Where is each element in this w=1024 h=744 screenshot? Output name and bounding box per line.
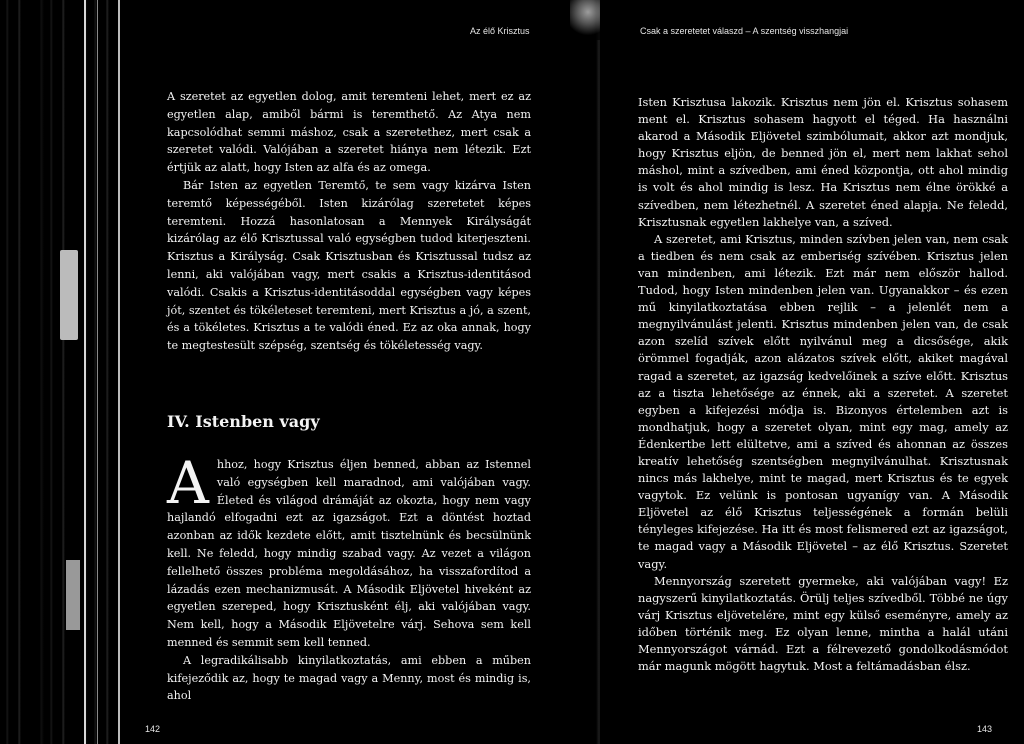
paragraph: Bár Isten az egyetlen Teremtő, te sem vagy kizárva Isten teremtő képességéből. Isten kizárólag szeretetet képes teremteni. Hozzá hasonlatosan a Mennyek Királyságát kizárólag az élő Krisztussal való egységben tudod kiterjeszteni. Krisztus a Királyság. Csak Krisztusban és Krisztussal tudsz az lenni, aki valójában vagy, mert csakis a Krisztus-identitásod valódi. Csakis a Krisztus-identitásoddal egységben vagy képes jót, szentet és tökéleteset teremteni, mert Krisztus a jó, a szent, és a tökéletes. Krisztus a te valódi éned. Ez az oka annak, hogy te megtestesült szépség, szentség és tökéletesség vagy. — [167, 178, 531, 353]
scan-edge-line — [84, 0, 86, 744]
scan-edge-line — [97, 0, 98, 744]
scan-edge-line — [118, 0, 120, 744]
paragraph: A szeretet, ami Krisztus, minden szívben jelen van, nem csak a tiedben és nem csak az emberiség szívében. Krisztus jelen van mindenben, ami létezik. Ezt már nem először hallod. Tudod, hogy Isten mindenben jelen van. Ugyanakkor – és ezen mű kinyilatkoztatása ebben rejlik – a jelenlét nem a megnyilvánulást jelenti. Krisztus mindenben jelen van, de csak azon szelíd szívek előtt nyilvánul meg a dicsősége, akik örömmel fogadják, azon alázatos szívek előtt, akiket magával ragad a szeretet, az igazság kedvelőinek a szíve előtt. Krisztus az a tiszta lehetősége az énnek, aki a szeretet. A szeretet egyben a kifejezési módja is. Bizonyos értelemben azt is mondhatjuk, hogy a szeretet olyan, mint egy mag, amely az Édenkertbe lett elültetve, ami a szíved és ahonnan az összes kreatív lehetőség szentségben megnyilvánulhat. Krisztusnak nincs más lakhelye, mint te magad, mert Krisztus és te egyek vagytok. Ez velünk is pontosan ugyanígy van. A Második Eljövetel az élő Krisztus teljességének a formán belüli tényleges kifejezése. Ha itt és most felismered ezt az igazságot, te magad vagy a Második Eljövetel – az élő Krisztus. Szeretet vagy. — [638, 231, 1008, 571]
right-page — [600, 0, 1024, 744]
body-text — [167, 88, 531, 355]
chapter-heading: IV. Istenben vagy — [167, 412, 320, 431]
paragraph: Mennyország szeretett gyermeke, aki valójában vagy! Ez nagyszerű kinyilatkoztatás. Örülj teljes szívedből. Többé ne úgy várj Krisztus eljövetelére, mint egy külső eseményre, amely az időben történik meg. Ez olyan lenne, mintha a halál utáni Mennyországot várnád. Ezt a félrevezető gondolkodásmódot már magunk mögött hagytuk. Most a feltámadásban élsz. — [638, 573, 1008, 674]
body-text — [167, 449, 531, 705]
body-text — [638, 94, 1008, 675]
scan-edge-mark — [60, 250, 78, 340]
page-number: 143 — [977, 724, 993, 734]
scan-edge-artifact — [0, 0, 125, 744]
paragraph: A legradikálisabb kinyilatkoztatás, ami ebben a műben kifejeződik az, hogy te magad vagy a Menny, most és mindig is, ahol — [167, 653, 531, 703]
paragraph: Isten Krisztusa lakozik. Krisztus nem jön el. Krisztus sohasem ment el. Krisztus sohasem hagyott el téged. Ha használni akarod a Második Eljövetel szimbólumait, akkor azt mondjuk, hogy Krisztus eljön, de benned jön el, mert nem lakhat sehol máshol, mint a szívedben, ami éned központja, ott ahol mindig is volt és ahol mindig is lesz. Ha Krisztus nem élne örökké a szívedben, nem létezhetnél. A szeretet éned alapja. Ne feledd, Krisztusnak egyetlen lakhelye van, a szíved. — [638, 95, 1008, 229]
paragraph-text: hhoz, hogy Krisztus éljen benned, abban az Istennel való egységben kell maradnod, ami valójában vagy. Életed és világod drámáját az okozta, hogy nem vagy hajlandó elfogadni ezt az igazságot. Ezt a döntést hoztad azonban az idők kezdete előtt, amit tisztelnünk és becsülnünk kell. Ne feledd, hogy mindig szabad vagy. Az vezet a világon fellelhető összes probléma megoldásához, ha visszafordítod a lázadás ezen mechanizmusát. A Második Eljövetel hiveként az egyetlen szereped, hogy Krisztusként élj, aki valójában vagy. Nem kell, hogy a Második Eljövetelre várj. Sehova sem kell menned és semmit sem kell tenned. — [167, 458, 531, 649]
scan-edge-mark — [66, 560, 80, 630]
running-head: Csak a szeretetet válaszd – A szentség visszhangjai — [640, 26, 849, 36]
paragraph: A szeretet az egyetlen dolog, amit teremteni lehet, mert ez az egyetlen alap, amiből bármi is teremthető. Az Atya nem kapcsolódhat semmi máshoz, csak a szeretethez, mert csak a szeretet valódi. Valójában a szeretet hiánya nem létezik. Ezt értjük az alatt, hogy Isten az alfa és az omega. — [167, 90, 531, 175]
page-number: 142 — [145, 724, 161, 734]
drop-cap: A — [167, 449, 209, 517]
paragraph — [167, 449, 531, 652]
running-head: Az élő Krisztus — [470, 26, 530, 36]
